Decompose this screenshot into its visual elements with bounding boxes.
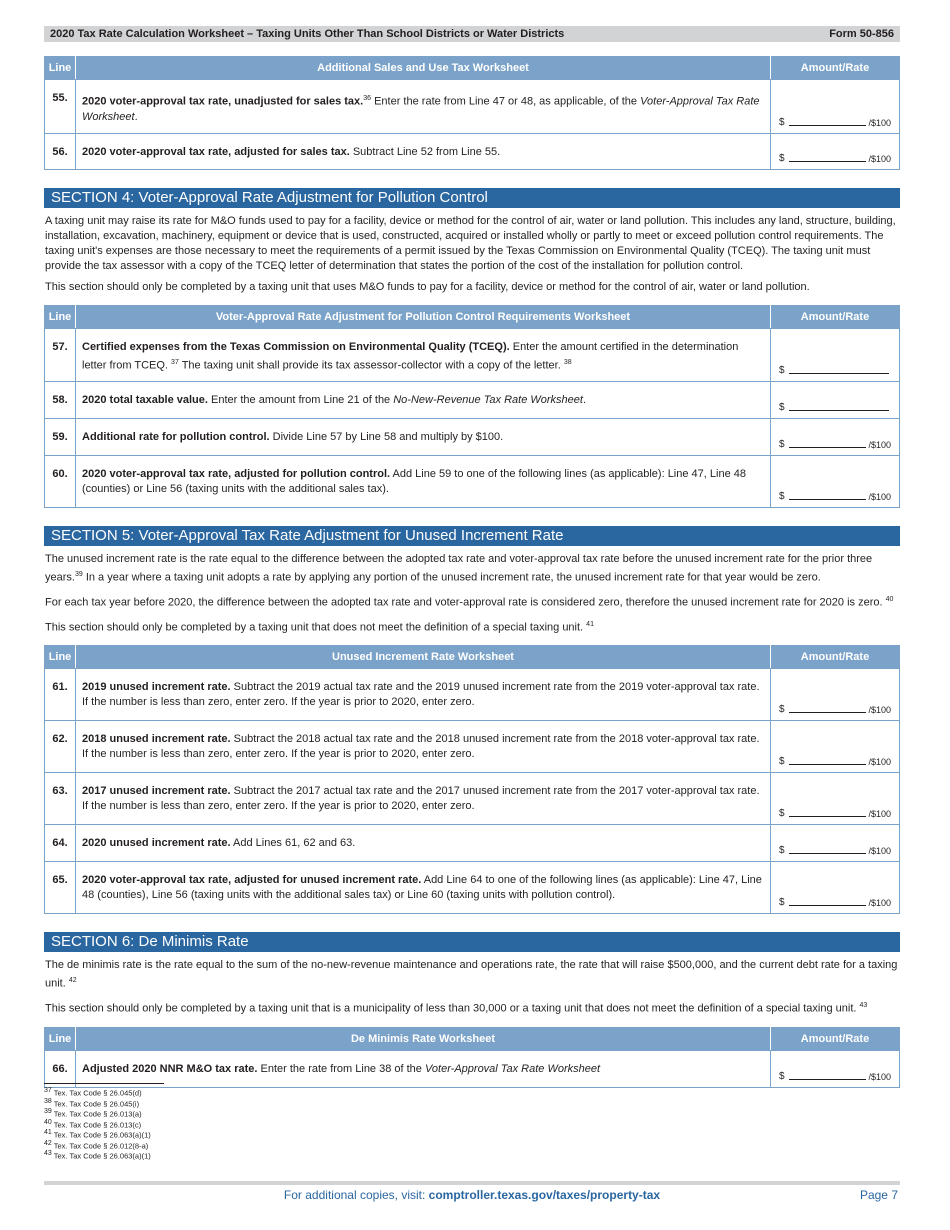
col-amount-header: Amount/Rate — [771, 57, 900, 80]
col-amount-header: Amount/Rate — [771, 646, 900, 669]
worksheet-row — [45, 721, 900, 773]
section-4-heading: SECTION 4: Voter-Approval Rate Adjustment for Pollution Control — [44, 188, 900, 208]
line-number: 63. — [45, 773, 76, 825]
line-number: 62. — [45, 721, 76, 773]
col-line-header: Line — [45, 1027, 76, 1050]
section-6-intro: The de minimis rate is the rate equal to the sum of the no-new-revenue maintenance and operations rate, the rate that will raise $500,000, and the current debt rate for a taxing unit. $^{42}$ — [45, 959, 898, 990]
worksheet-row — [45, 669, 900, 721]
footnote: $^{38}$ Tex. Tax Code § 26.045(i) — [44, 1097, 140, 1108]
line-number: 55. — [45, 80, 76, 134]
col-line-header: Line — [45, 57, 76, 80]
line-number: 58. — [45, 382, 76, 419]
footnote: $^{37}$ Tex. Tax Code § 26.045(d) — [44, 1087, 142, 1098]
worksheet-row — [45, 419, 900, 456]
de-minimis-worksheet — [44, 1027, 900, 1088]
line-description: 2017 unused increment rate. Subtract the 2017 actual tax rate and the 2017 unused increment rate from the 2017 voter-approval tax rate. If the number is less than zero, enter zero. If the year is prior to 2020, enter zero. — [76, 773, 771, 825]
worksheet-title: Unused Increment Rate Worksheet — [76, 646, 771, 669]
footnote: $^{39}$ Tex. Tax Code § 26.013(a) — [44, 1108, 142, 1119]
worksheet-row — [45, 133, 900, 169]
worksheet-row — [45, 773, 900, 825]
line-description: 2020 voter-approval tax rate, adjusted for unused increment rate. Add Line 64 to one of the following lines (as applicable): Line 47, Line 48 (counties), Line 56 (taxing units with the additional sales tax) or Line 60 (taxing units with pollution control). — [76, 862, 771, 914]
form-number: Form 50-856 — [829, 28, 894, 40]
line-number: 65. — [45, 862, 76, 914]
col-line-header: Line — [45, 305, 76, 328]
line-description: Additional rate for pollution control. Divide Line 57 by Line 58 and multiply by $100. — [76, 419, 771, 456]
unused-increment-worksheet — [44, 645, 900, 914]
col-amount-header: Amount/Rate — [771, 1027, 900, 1050]
section-5-heading: SECTION 5: Voter-Approval Tax Rate Adjustment for Unused Increment Rate — [44, 526, 900, 546]
section-5-scope: This section should only be completed by a taxing unit that does not meet the definition of a special taxing unit. $^{41}$ — [45, 620, 594, 634]
worksheet-title: Voter-Approval Rate Adjustment for Pollution Control Requirements Worksheet — [76, 305, 771, 328]
amount-field[interactable]: $ /$100 — [771, 773, 900, 825]
page-number: Page 7 — [859, 1188, 898, 1202]
amount-field[interactable]: $ — [771, 382, 900, 419]
worksheet-row — [45, 328, 900, 382]
footnote: $^{41}$ Tex. Tax Code § 26.063(a)(1) — [44, 1129, 151, 1140]
line-description: 2020 total taxable value. Enter the amount from Line 21 of the No-New-Revenue Tax Rate Worksheet. — [76, 382, 771, 419]
section-5-note: For each tax year before 2020, the difference between the adopted tax rate and voter-approval rate is considered zero, therefore the unused increment rate for 2020 is zero. $^{40}$ — [45, 595, 894, 609]
amount-field[interactable]: $ — [771, 328, 900, 382]
line-number: 57. — [45, 328, 76, 382]
comptroller-link[interactable]: comptroller.texas.gov/taxes/property-tax — [428, 1188, 661, 1202]
page-header — [44, 26, 900, 42]
worksheet-row — [45, 1050, 900, 1087]
worksheet-row — [45, 862, 900, 914]
worksheet-title: De Minimis Rate Worksheet — [76, 1027, 771, 1050]
line-description: 2020 unused increment rate. Add Lines 61, 62 and 63. — [76, 825, 771, 862]
line-description: Certified expenses from the Texas Commission on Environmental Quality (TCEQ). Enter the amount certified in the determination letter from TCEQ. $^{37}$ The taxing unit shall provide its tax assessor-collector with a copy of the letter. $^{38}$ — [76, 328, 771, 382]
line-description: 2020 voter-approval tax rate, adjusted for pollution control. Add Line 59 to one of the following lines (as applicable): Line 47, Line 48 (counties) or Line 56 (taxing units with the additional sales tax). — [76, 456, 771, 508]
section-6-scope: This section should only be completed by a taxing unit that is a municipality of less than 30,000 or a taxing unit that does not meet the definition of a special taxing unit. $^{43}$ — [45, 1001, 868, 1015]
footer-text: For additional copies, visit: comptroller.texas.gov/taxes/property-tax — [283, 1188, 661, 1202]
line-description: 2019 unused increment rate. Subtract the 2019 actual tax rate and the 2019 unused increment rate from the 2019 voter-approval tax rate. If the number is less than zero, enter zero. If the year is prior to 2020, enter zero. — [76, 669, 771, 721]
worksheet-row — [45, 825, 900, 862]
line-description: 2020 voter-approval tax rate, unadjusted for sales tax.$^{36}$ Enter the rate from Line 47 or 48, as applicable, of the Voter-Approval Tax Rate Worksheet. — [76, 80, 771, 134]
amount-field[interactable]: $ /$100 — [771, 862, 900, 914]
amount-field[interactable]: $ /$100 — [771, 419, 900, 456]
line-number: 56. — [45, 133, 76, 169]
sales-tax-worksheet — [44, 56, 900, 170]
col-line-header: Line — [45, 646, 76, 669]
form-title: 2020 Tax Rate Calculation Worksheet – Taxing Units Other Than School Districts or Water Districts — [50, 28, 565, 40]
line-description: 2020 voter-approval tax rate, adjusted for sales tax. Subtract Line 52 from Line 55. — [76, 133, 771, 169]
amount-field[interactable]: $ /$100 — [771, 669, 900, 721]
pollution-control-worksheet — [44, 305, 900, 509]
amount-field[interactable]: $ /$100 — [771, 133, 900, 169]
page-footer — [44, 1188, 900, 1204]
line-description: 2018 unused increment rate. Subtract the 2018 actual tax rate and the 2018 unused increment rate from the 2018 voter-approval tax rate. If the number is less than zero, enter zero. If the year is prior to 2020, enter zero. — [76, 721, 771, 773]
footnotes — [44, 1083, 164, 1161]
footnote: $^{42}$ Tex. Tax Code § 26.012(8-a) — [44, 1139, 149, 1150]
worksheet-row — [45, 456, 900, 508]
line-description: Adjusted 2020 NNR M&O tax rate. Enter the rate from Line 38 of the Voter-Approval Tax Rate Worksheet — [76, 1050, 771, 1087]
line-number: 66. — [45, 1050, 76, 1087]
worksheet-row — [45, 382, 900, 419]
section-4-scope: This section should only be completed by a taxing unit that uses M&O funds to pay for a facility, device or method for the control of air, water or land pollution. — [45, 280, 810, 293]
worksheet-row — [45, 80, 900, 134]
footnote: $^{40}$ Tex. Tax Code § 26.013(c) — [44, 1118, 142, 1129]
section-6-heading: SECTION 6: De Minimis Rate — [44, 932, 900, 952]
amount-field[interactable]: $ /$100 — [771, 721, 900, 773]
line-number: 64. — [45, 825, 76, 862]
footnote: $^{43}$ Tex. Tax Code § 26.063(a)(1) — [44, 1150, 151, 1161]
amount-field[interactable]: $ /$100 — [771, 825, 900, 862]
worksheet-title: Additional Sales and Use Tax Worksheet — [76, 57, 771, 80]
line-number: 60. — [45, 456, 76, 508]
section-4-intro: A taxing unit may raise its rate for M&O funds used to pay for a facility, device or method for the control of air, water or land pollution. This includes any land, structure, building, installation, excavation, machinery, equipment or device that is used, constructed, acquired or installed wholly or partly to meet or exceed pollution control requirements. The taxing unit's expenses are those necessary to meet the requirements of a permit issued by the Texas Commission on Environmental Quality (TCEQ). The taxing unit must provide the tax assessor with a copy of the TCEQ letter of determination that states the portion of the cost of the installation for pollution control. — [45, 214, 896, 272]
line-number: 59. — [45, 419, 76, 456]
col-amount-header: Amount/Rate — [771, 305, 900, 328]
section-5-intro: The unused increment rate is the rate equal to the difference between the adopted tax rate and voter-approval tax rate before the unused increment rate for the prior three years.$^{39}$ In a year where a taxing unit adopts a rate by applying any portion of the unused increment rate, the unused increment rate for that year would be zero. — [45, 553, 873, 584]
amount-field[interactable]: $ /$100 — [771, 80, 900, 134]
amount-field[interactable]: $ /$100 — [771, 1050, 900, 1087]
line-number: 61. — [45, 669, 76, 721]
amount-field[interactable]: $ /$100 — [771, 456, 900, 508]
footer-divider — [44, 1181, 900, 1185]
